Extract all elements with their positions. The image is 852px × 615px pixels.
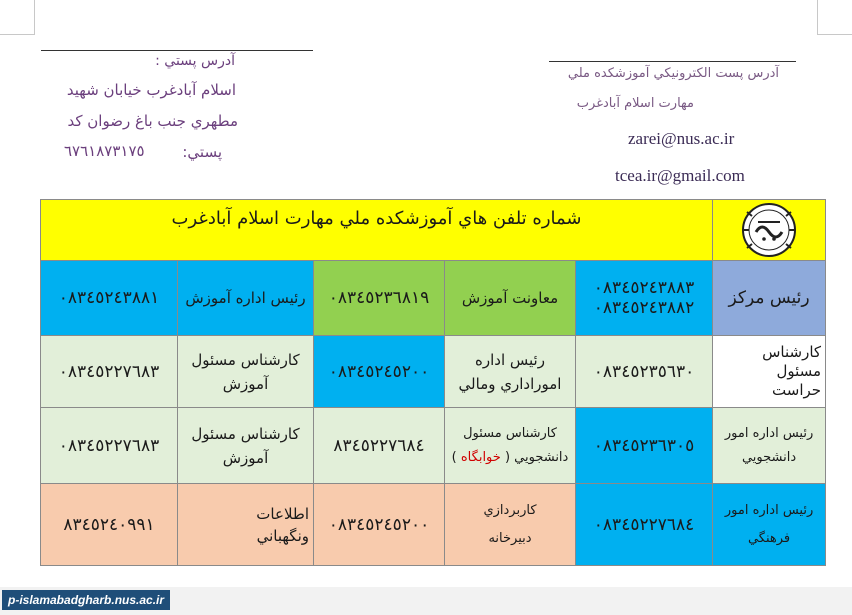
- label-information-a: اطلاعات: [256, 504, 309, 523]
- label-dormitory-a: كارشناس مسئول: [463, 425, 557, 441]
- label-security-c: حراست: [772, 381, 822, 399]
- num-security: ٠٨٣٤٥٢٣٥٦٣٠: [576, 336, 713, 408]
- label-education-expert-1-b: آموزش: [222, 374, 269, 393]
- num-admin-finance: ٠٨٣٤٥٢٤٥٢٠٠: [314, 336, 445, 408]
- university-seal-logo: [732, 202, 806, 258]
- label-dormitory: [445, 408, 576, 484]
- label-education-expert-1: [178, 336, 314, 408]
- label-head-education: رئيس اداره آموزش: [178, 261, 314, 336]
- num-information: ٨٣٤٥٢٤٠٩٩١: [41, 484, 178, 566]
- source-tag[interactable]: p-islamabadgharb.nus.ac.ir: [2, 590, 170, 610]
- label-education-expert-2-a: كارشناس مسئول: [191, 424, 300, 443]
- label-cultural-affairs-b: فرهنگي: [747, 530, 791, 546]
- label-student-affairs-b: دانشجويي: [741, 449, 797, 465]
- label-dormitory-b-text: دانشجويي (: [504, 449, 569, 465]
- label-cultural-affairs-a: رئيس اداره امور: [724, 502, 814, 518]
- page-corner-mark-right: [817, 0, 852, 35]
- label-security-a: كارشناس: [762, 343, 822, 361]
- label-security: [713, 336, 826, 408]
- label-security-b: مسئول: [776, 362, 822, 380]
- email-block-title: آدرس پست الكترونيكي آموزشكده ملي: [567, 66, 779, 81]
- num-director-a: ٠٨٣٤٥٢٤٣٨٨٣: [593, 278, 695, 298]
- phone-table: [40, 199, 826, 566]
- postal-code: ٦٧٦١٨٧٣١٧٥: [64, 142, 145, 160]
- label-admin-finance-a: رئيس اداره: [475, 350, 545, 369]
- address-line-1: اسلام آبادغرب خيابان شهيد: [66, 81, 236, 99]
- label-education-deputy: معاونت آموزش: [445, 261, 576, 336]
- postal-label: پستي:: [182, 143, 222, 161]
- label-information-b: ونگهباني: [256, 526, 309, 545]
- num-education-deputy: ٠٨٣٤٥٢٣٦٨١٩: [314, 261, 445, 336]
- email-block-subtitle: مهارت اسلام آبادغرب: [576, 96, 694, 111]
- num-cultural-affairs: ٠٨٣٤٥٢٢٧٦٨٤: [576, 484, 713, 566]
- num-education-expert-1: ٠٨٣٤٥٢٢٧٦٨٣: [41, 336, 178, 408]
- label-dormitory-b: [449, 446, 571, 470]
- label-admin-finance: [445, 336, 576, 408]
- label-admin-finance-b: اموراداري ومالي: [458, 374, 562, 393]
- num-head-education: ٠٨٣٤٥٢٤٣٨٨١: [41, 261, 178, 336]
- label-education-expert-2-b: آموزش: [222, 448, 269, 467]
- label-secretariat-b: دبيرخانه: [488, 530, 532, 546]
- num-dormitory: ٨٣٤٥٢٢٧٦٨٤: [314, 408, 445, 484]
- table-title: شماره تلفن هاي آموزشكده ملي مهارت اسلام آبادغرب: [41, 200, 713, 261]
- label-information: [178, 484, 314, 566]
- logo-cell: [713, 200, 826, 261]
- num-education-expert-2: ٠٨٣٤٥٢٢٧٦٨٣: [41, 408, 178, 484]
- label-secretariat-a: كاربردازي: [483, 502, 537, 518]
- label-secretariat: [445, 484, 576, 566]
- label-student-affairs-a: رئيس اداره امور: [724, 425, 814, 441]
- num-student-affairs: ٠٨٣٤٥٢٣٦٣٠٥: [576, 408, 713, 484]
- num-secretariat: ٠٨٣٤٥٢٤٥٢٠٠: [314, 484, 445, 566]
- label-student-affairs: [713, 408, 826, 484]
- email-2[interactable]: tcea.ir@gmail.com: [615, 166, 745, 185]
- label-education-expert-2: [178, 408, 314, 484]
- email-1[interactable]: zarei@nus.ac.ir: [628, 129, 735, 148]
- num-director-b: ٠٨٣٤٥٢٤٣٨٨٢: [593, 298, 695, 318]
- cell-director-numbers: [576, 261, 713, 336]
- page-corner-mark-left: [0, 0, 35, 35]
- label-dormitory-red: خوابگاه: [460, 449, 501, 465]
- address-title: آدرس پستي :: [155, 53, 235, 69]
- label-director: رئيس مركز: [713, 261, 826, 336]
- email-rule: [549, 61, 796, 62]
- label-cultural-affairs: [713, 484, 826, 566]
- address-rule: [41, 50, 313, 51]
- address-line-2: مطهري جنب باغ رضوان كد: [67, 112, 238, 130]
- label-education-expert-1-a: كارشناس مسئول: [191, 350, 300, 369]
- label-dormitory-c: ): [451, 449, 457, 465]
